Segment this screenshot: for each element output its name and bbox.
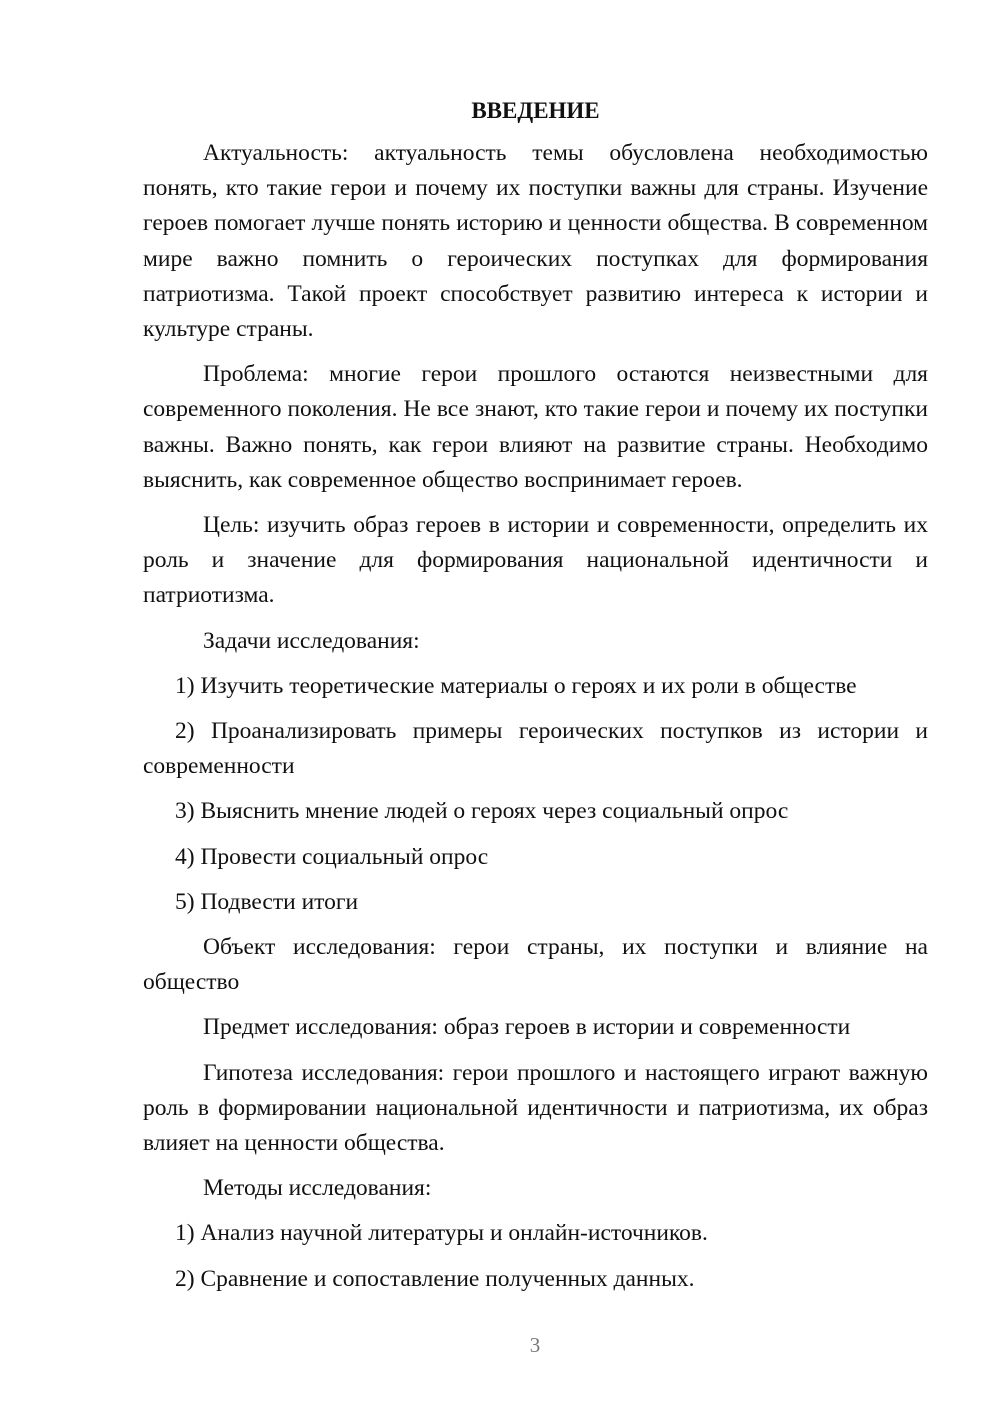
tasks-heading: Задачи исследования: [203, 627, 420, 654]
task-item-4: 4) Провести социальный опрос [175, 843, 489, 870]
method-item-2: 2) Сравнение и сопоставление полученных данных. [175, 1265, 695, 1292]
page-number: 3 [529, 1333, 541, 1357]
task-item-1: 1) Изучить теоретические материалы о героях и их роли в обществе [175, 672, 857, 699]
task-item-2: 2) Проанализировать примеры героических поступков из истории и современности [143, 718, 928, 780]
task-item-5: 5) Подвести итоги [175, 888, 359, 915]
page-content [143, 96, 928, 1307]
page-heading: ВВЕДЕНИЕ [471, 98, 600, 123]
methods-heading: Методы исследования: [203, 1175, 432, 1202]
relevance-paragraph: Актуальность: актуальность темы обусловлена необходимостью понять, кто такие герои и почему их поступки важны для страны. Изучение героев помогает лучше понять историю и ценности общества. В современном мире важно помнить о героических поступках для формирования патриотизма. Такой проект способствует развитию интереса к истории и культуре страны. [143, 140, 928, 343]
problem-paragraph: Проблема: многие герои прошлого остаются неизвестными для современного поколения. Не все знают, кто такие герои и почему их поступки важны. Важно понять, как герои влияют на развитие страны. Необходимо выяснить, как современное общество воспринимает героев. [143, 361, 928, 493]
goal-paragraph: Цель: изучить образ героев в истории и современности, определить их роль и значение для формирования национальной идентичности и патриотизма. [143, 512, 928, 609]
object-paragraph: Объект исследования: герои страны, их поступки и влияние на общество [143, 934, 928, 996]
task-item-3: 3) Выяснить мнение людей о героях через социальный опрос [175, 798, 789, 825]
method-item-1: 1) Анализ научной литературы и онлайн-источников. [175, 1220, 708, 1247]
hypothesis-paragraph: Гипотеза исследования: герои прошлого и настоящего играют важную роль в формировании национальной идентичности и патриотизма, их образ влияет на ценности общества. [143, 1059, 928, 1157]
subject-paragraph: Предмет исследования: образ героев в истории и современности [203, 1014, 851, 1041]
